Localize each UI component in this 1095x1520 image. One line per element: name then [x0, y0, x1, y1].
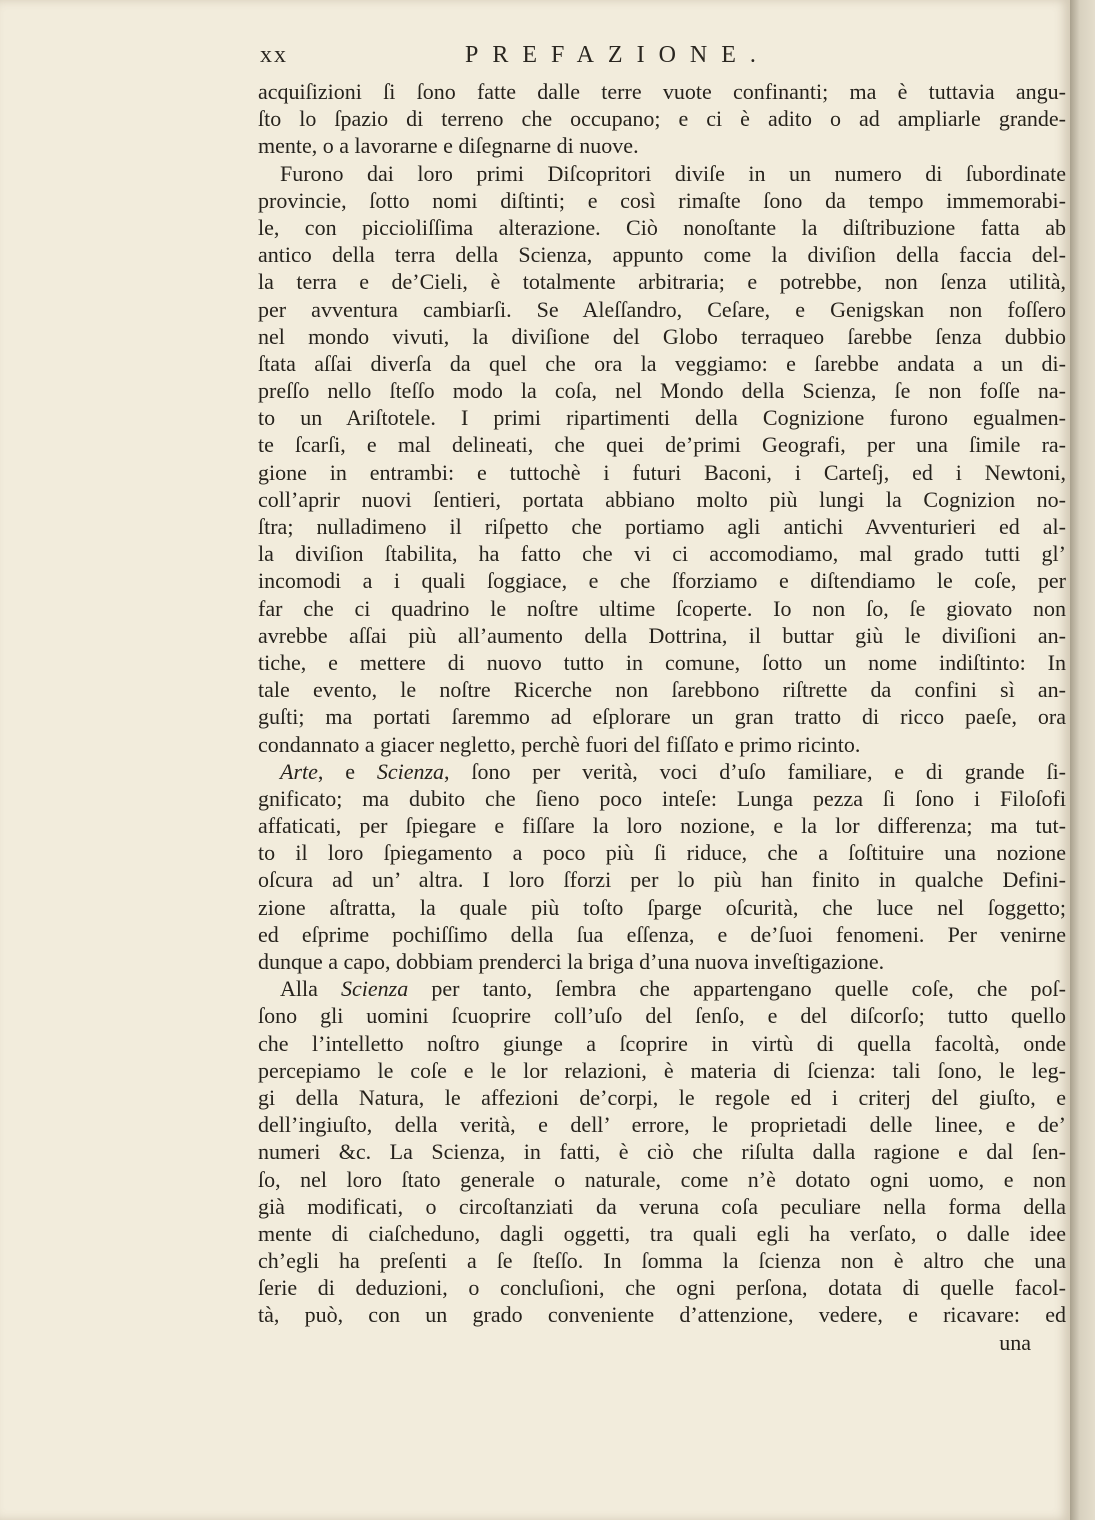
text-line [258, 78, 1066, 105]
text-line [258, 404, 1066, 431]
text-line [258, 486, 1066, 513]
text-line [258, 241, 1066, 268]
text-line [258, 268, 1066, 295]
text-line [258, 1084, 1066, 1111]
text-segment: la terra e de’Cieli, è totalmente arbitraria; e potrebbe, non ſenza utilità, [258, 269, 1066, 295]
text-segment: gi della Natura, le affezioni de’corpi, le regole ed i criterj del giuſto, e [258, 1084, 1066, 1110]
text-segment: ſto lo ſpazio di terreno che occupano; e ci è adito o ad ampliarle grande- [258, 106, 1066, 132]
text-line [258, 160, 1066, 187]
text-segment: mente di ciaſcheduno, dagli oggetti, tra quali egli ha verſato, o dalle idee [258, 1220, 1066, 1246]
text-line [258, 214, 1066, 241]
italic-term: Scienza [376, 758, 445, 784]
text-segment: to il loro ſpiegamento a poco più ſi riduce, che a ſoſtituire una nozione [258, 840, 1066, 866]
text-line [258, 622, 1066, 649]
text-segment: le, con piccioliſſima alterazione. Ciò nonoſtante la diſtribuzione fatta ab [258, 214, 1066, 240]
text-line [258, 649, 1066, 676]
text-line [258, 703, 1066, 730]
text-segment: tà, può, con un grado conveniente d’attenzione, vedere, e ricavare: ed [258, 1302, 1066, 1328]
text-line [258, 1274, 1066, 1301]
italic-term: Scienza [341, 976, 409, 1002]
text-segment: provincie, ſotto nomi diſtinti; e così rimaſte ſono da tempo immemorabi- [258, 187, 1066, 213]
text-segment: già modificati, o circoſtanziati da veruna coſa peculiare nella forma della [258, 1193, 1066, 1219]
text-line [258, 758, 1066, 785]
text-line [258, 948, 1066, 975]
text-segment: ſono gli uomini ſcuoprire coll’uſo del ſenſo, e del diſcorſo; tutto quello [258, 1003, 1066, 1029]
text-segment: ed eſprime pochiſſimo della ſua eſſenza, e de’ſuoi fenomeni. Per venirne [258, 921, 1066, 947]
text-segment: guſti; ma portati ſaremmo ad eſplorare un gran tratto di ricco paeſe, ora [258, 704, 1066, 730]
text-segment: ſtra; nulladimeno il riſpetto che portiamo agli antichi Avventurieri ed al- [258, 514, 1066, 539]
text-segment: dunque a capo, dobbiam prenderci la briga d’una nuova inveſtigazione. [258, 949, 885, 974]
text-segment: Furono dai loro primi Diſcopritori diviſe in un numero di ſubordinate [280, 160, 1066, 186]
text-segment: per tanto, ſembra che appartengano quelle coſe, che poſ- [408, 976, 1066, 1002]
catchword: una [999, 1329, 1031, 1355]
running-head: PREFAZIONE. [465, 42, 770, 68]
text-line [258, 567, 1066, 594]
text-segment: tale evento, le noſtre Ricerche non ſarebbono riſtrette da confini sì an- [258, 677, 1066, 703]
text-line [258, 894, 1066, 921]
text-segment: percepiamo le coſe e le lor relazioni, è materia di ſcienza: tali ſono, le leg- [258, 1057, 1066, 1083]
text-line [258, 513, 1066, 540]
text-line [258, 866, 1066, 893]
text-segment: mente, o a lavorarne e diſegnarne di nuove. [258, 133, 639, 159]
text-segment: Alla [280, 976, 342, 1002]
text-line [258, 1166, 1066, 1193]
text-segment: per avventura cambiarſi. Se Aleſſandro, Ceſare, e Genigskan non foſſero [258, 296, 1066, 322]
text-segment: , e [317, 758, 377, 784]
page-number: xx [260, 42, 288, 68]
text-line [258, 377, 1066, 404]
text-line [258, 595, 1066, 622]
page-header [260, 42, 1060, 82]
text-segment: acquiſizioni ſi ſono fatte dalle terre vuote confinanti; ma è tuttavia angu- [258, 79, 1066, 104]
text-line [258, 975, 1066, 1002]
text-line [258, 323, 1066, 350]
text-line [258, 1193, 1066, 1220]
text-line [258, 431, 1066, 458]
text-line [258, 921, 1066, 948]
text-line [258, 459, 1066, 486]
text-segment: ſerie di deduzioni, o concluſioni, che ogni perſona, dotata di quelle facol- [258, 1275, 1066, 1301]
text-segment: affaticati, per ſpiegare e fiſſare la loro nozione, e la lor differenza; ma tut- [258, 813, 1066, 839]
text-segment: tiche, e mettere di nuovo tutto in comune, ſotto un nome indiſtinto: In [258, 649, 1066, 675]
text-line [258, 1057, 1066, 1084]
text-segment: antico della terra della Scienza, appunto come la diviſion della faccia del- [258, 242, 1066, 268]
text-segment: avrebbe aſſai più all’aumento della Dottrina, il buttar giù le diviſioni an- [258, 622, 1066, 648]
text-line [258, 785, 1066, 812]
text-segment: dell’ingiuſto, della verità, e dell’ errore, le proprietadi delle linee, e de’ [258, 1112, 1066, 1138]
text-segment: numeri &c. La Scienza, in fatti, è ciò che riſulta dalla ragione e dal ſen- [258, 1139, 1066, 1165]
text-segment: gione in entrambi: e tuttochè i futuri Baconi, i Carteſj, ed i Newtoni, [258, 459, 1066, 485]
text-segment: coll’aprir nuovi ſentieri, portata abbiano molto più lungi la Cognizion no- [258, 486, 1066, 512]
text-line [258, 1002, 1066, 1029]
body-text [258, 78, 1066, 1356]
text-segment: ch’egli ha preſenti a ſe ſteſſo. In ſomma la ſcienza non è altro che una [258, 1248, 1066, 1274]
text-line [258, 731, 1066, 758]
text-line [258, 676, 1066, 703]
text-segment: to un Ariſtotele. I primi ripartimenti della Cognizione furono egualmen- [258, 405, 1066, 431]
text-line [258, 1138, 1066, 1165]
text-line [258, 105, 1066, 132]
text-line [258, 540, 1066, 567]
text-segment: nel mondo vivuti, la diviſione del Globo terraqueo ſarebbe ſenza dubbio [258, 323, 1066, 349]
text-segment: gnificato; ma dubito che ſieno poco inteſe: Lunga pezza ſi ſono i Filoſofi [258, 785, 1066, 811]
text-segment: condannato a giacer negletto, perchè fuori del fiſſato e primo ricinto. [258, 731, 861, 757]
text-segment: te ſcarſi, e mal delineati, che quei de’primi Geografi, per una ſimile ra- [258, 432, 1066, 458]
text-line [258, 187, 1066, 214]
text-line [258, 812, 1066, 839]
italic-term: Arte [280, 758, 318, 784]
text-segment: preſſo nello ſteſſo modo la coſa, nel Mondo della Scienza, ſe non foſſe na- [258, 378, 1066, 404]
page-edge [1070, 0, 1095, 1520]
text-segment: oſcura ad un’ altra. I loro ſforzi per lo più han finito in qualche Defini- [258, 867, 1066, 893]
text-line [258, 1111, 1066, 1138]
text-line [258, 296, 1066, 323]
text-line [258, 1301, 1066, 1328]
text-segment: zione aſtratta, la quale più toſto ſparge oſcurità, che luce nel ſoggetto; [258, 894, 1066, 920]
text-segment: , ſono per verità, voci d’uſo familiare, e di grande ſi- [444, 758, 1067, 784]
text-segment: ſtata aſſai diverſa da quel che ora la veggiamo: e ſarebbe andata a un di- [258, 350, 1066, 376]
text-segment: far che ci quadrino le noſtre ultime ſcoperte. Io non ſo, ſe giovato non [258, 595, 1066, 621]
text-line [258, 1247, 1066, 1274]
text-line [258, 1030, 1066, 1057]
text-line [258, 132, 1066, 159]
text-segment: ſo, nel loro ſtato generale o naturale, come n’è dotato ogni uomo, e non [258, 1166, 1066, 1192]
text-line [258, 839, 1066, 866]
text-segment: che l’intelletto noſtro giunge a ſcoprire in virtù di quella facoltà, onde [258, 1030, 1066, 1056]
text-line [258, 350, 1066, 377]
text-segment: incomodi a i quali ſoggiace, e che ſforziamo e diſtendiamo le coſe, per [258, 568, 1066, 594]
text-line [258, 1220, 1066, 1247]
text-segment: la diviſion ſtabilita, ha fatto che vi ci accomodiamo, mal grado tutti gl’ [258, 541, 1066, 567]
